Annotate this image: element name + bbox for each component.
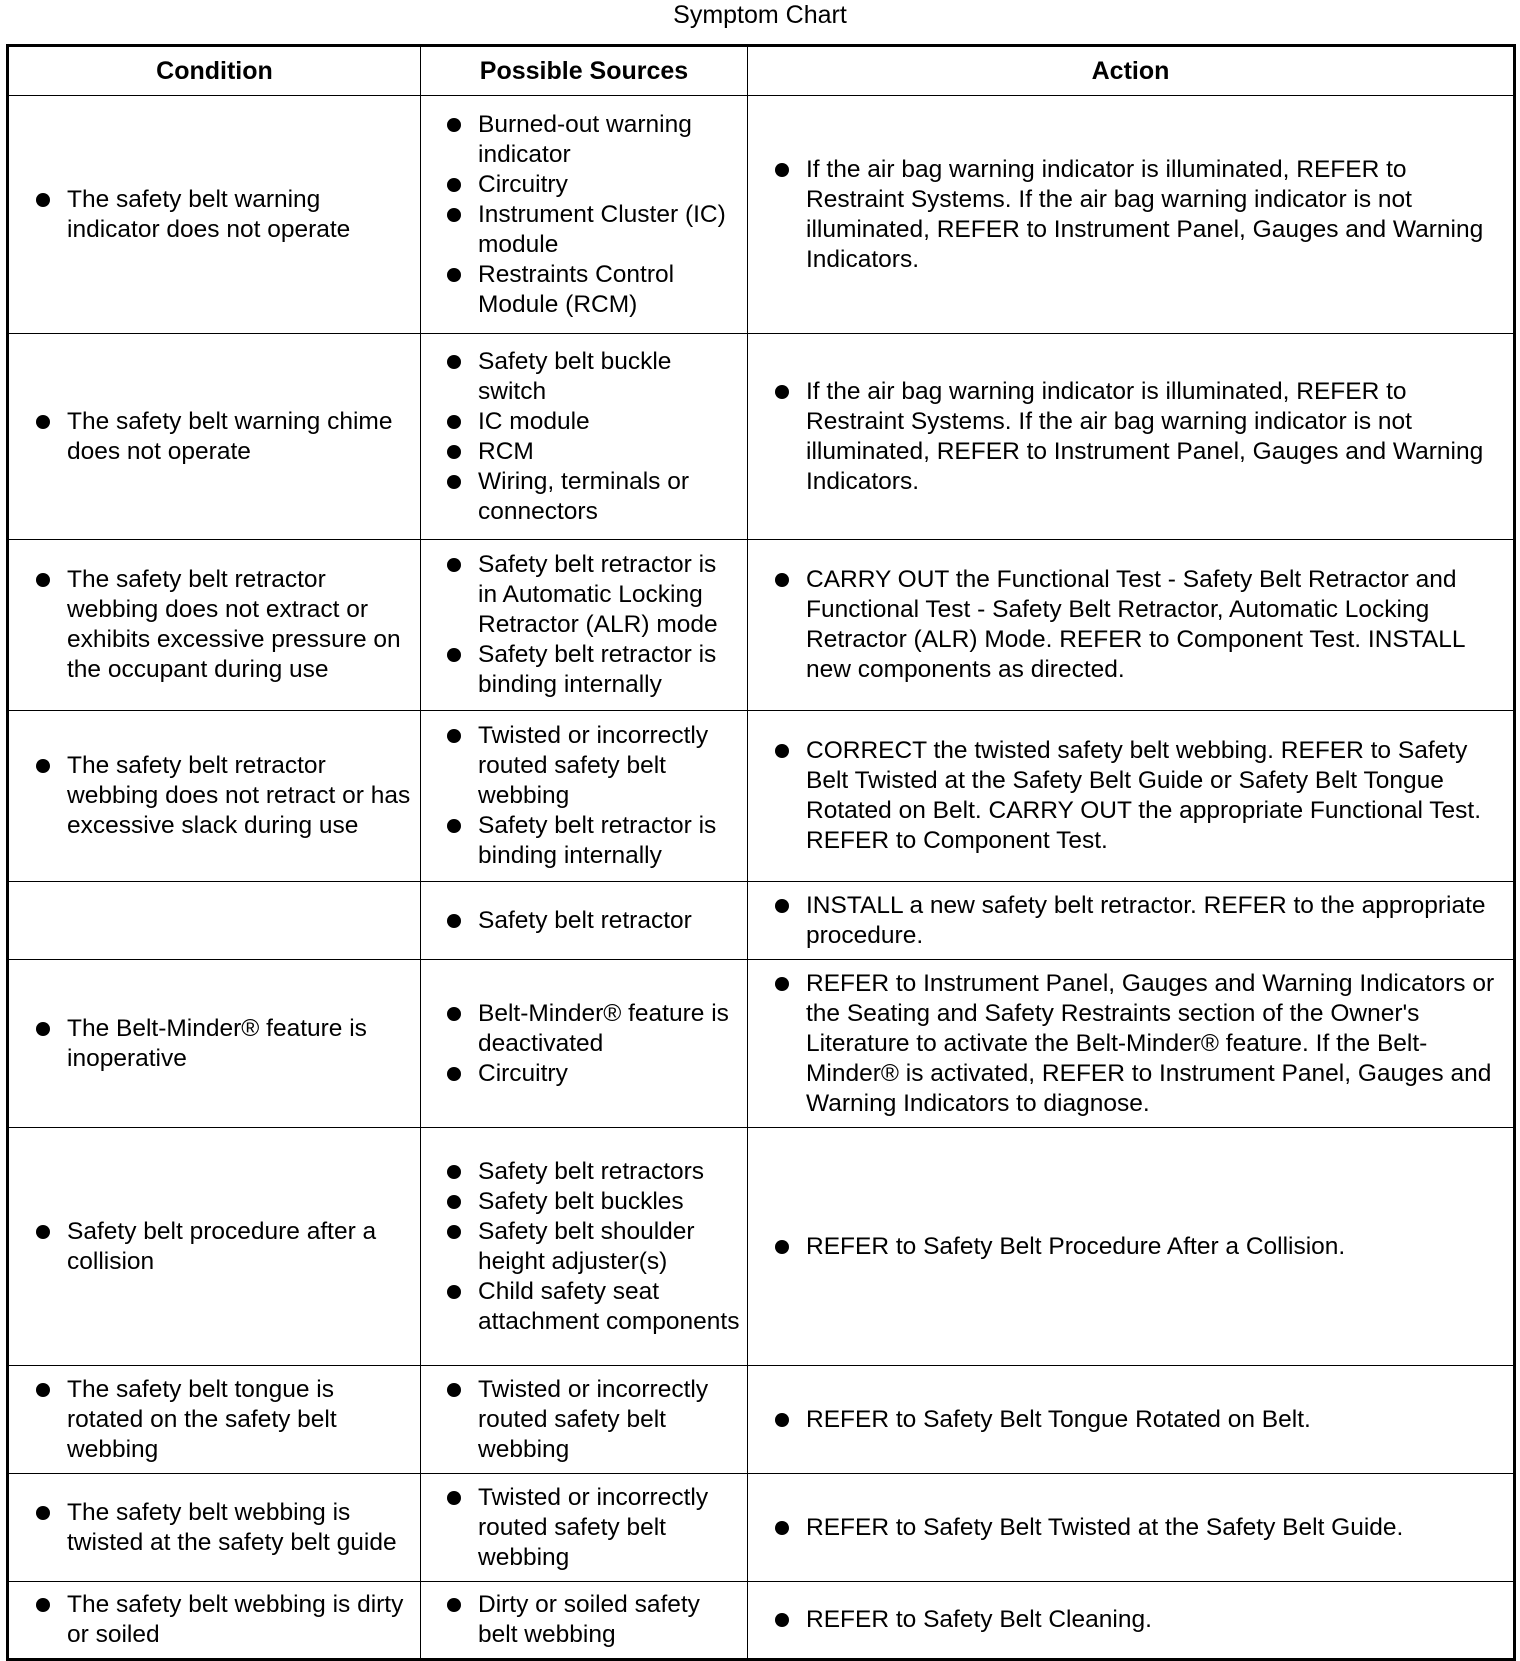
action-cell	[748, 1366, 1515, 1474]
source-item: Safety belt retractor	[478, 906, 741, 936]
source-item: Instrument Cluster (IC) module	[478, 200, 741, 260]
table-row	[8, 540, 1515, 711]
sources-cell	[421, 882, 748, 960]
condition-cell	[8, 960, 421, 1128]
source-item: Burned-out warning indicator	[478, 110, 741, 170]
sources-cell	[421, 540, 748, 711]
condition-cell	[8, 1582, 421, 1660]
action-cell	[748, 334, 1515, 540]
source-item: Twisted or incorrectly routed safety belt webbing	[478, 721, 741, 811]
source-item: Belt-Minder® feature is deactivated	[478, 999, 741, 1059]
column-header-sources: Possible Sources	[421, 46, 748, 96]
action-text: REFER to Safety Belt Tongue Rotated on Belt.	[806, 1405, 1503, 1435]
source-item: Safety belt buckles	[478, 1187, 741, 1217]
condition-text: The Belt-Minder® feature is inoperative	[67, 1014, 412, 1074]
table-row	[8, 1128, 1515, 1366]
table-header-row	[8, 46, 1515, 96]
source-item: Wiring, terminals or connectors	[478, 467, 741, 527]
condition-cell	[8, 711, 421, 882]
table-row	[8, 334, 1515, 540]
table-row	[8, 1582, 1515, 1660]
table-row	[8, 1366, 1515, 1474]
action-text: REFER to Safety Belt Procedure After a Collision.	[806, 1232, 1503, 1262]
action-text: CARRY OUT the Functional Test - Safety Belt Retractor and Functional Test - Safety Belt Retractor, Automatic Locking Retractor (ALR) Mode. REFER to Component Test. INSTALL new components as directed.	[806, 565, 1503, 685]
source-item: Safety belt buckle switch	[478, 347, 741, 407]
table-row	[8, 1474, 1515, 1582]
action-text: If the air bag warning indicator is illuminated, REFER to Restraint Systems. If the air bag warning indicator is not illuminated, REFER to Instrument Panel, Gauges and Warning Indicators.	[806, 155, 1503, 275]
sources-cell	[421, 1128, 748, 1366]
source-item: Child safety seat attachment components	[478, 1277, 740, 1335]
sources-cell	[421, 1474, 748, 1582]
source-item: Restraints Control Module (RCM)	[478, 260, 741, 320]
condition-text: The safety belt warning indicator does not operate	[67, 185, 412, 245]
column-header-condition: Condition	[8, 46, 421, 96]
table-row	[8, 960, 1515, 1128]
source-item: Twisted or incorrectly routed safety belt webbing	[478, 1375, 741, 1465]
action-text: INSTALL a new safety belt retractor. REFER to the appropriate procedure.	[806, 891, 1503, 951]
condition-cell	[8, 1128, 421, 1366]
condition-text: The safety belt warning chime does not operate	[67, 407, 412, 467]
action-cell	[748, 711, 1515, 882]
sources-cell	[421, 1582, 748, 1660]
action-cell	[748, 1582, 1515, 1660]
condition-cell	[8, 1366, 421, 1474]
action-cell	[748, 1128, 1515, 1366]
column-header-action: Action	[748, 46, 1515, 96]
condition-text: The safety belt webbing is twisted at the safety belt guide	[67, 1498, 412, 1558]
sources-cell	[421, 96, 748, 334]
condition-text: The safety belt webbing is dirty or soiled	[67, 1590, 412, 1650]
action-cell	[748, 540, 1515, 711]
source-item: Circuitry	[478, 1059, 741, 1089]
symptom-chart-table	[6, 44, 1516, 1661]
source-item: Safety belt retractor is binding internally	[478, 640, 741, 700]
action-text: CORRECT the twisted safety belt webbing. REFER to Safety Belt Twisted at the Safety Belt Guide or Safety Belt Tongue Rotated on Belt. CARRY OUT the appropriate Functional Test. REFER to Component Test.	[806, 736, 1503, 856]
condition-cell	[8, 334, 421, 540]
source-item: Safety belt retractor is binding internally	[478, 811, 741, 871]
condition-text: The safety belt tongue is rotated on the safety belt webbing	[67, 1375, 412, 1465]
table-row	[8, 96, 1515, 334]
action-text: If the air bag warning indicator is illuminated, REFER to Restraint Systems. If the air bag warning indicator is not illuminated, REFER to Instrument Panel, Gauges and Warning Indicators.	[806, 377, 1503, 497]
action-text: REFER to Safety Belt Twisted at the Safety Belt Guide.	[806, 1513, 1503, 1543]
source-item: RCM	[478, 437, 741, 467]
table-row	[8, 711, 1515, 882]
condition-cell	[8, 1474, 421, 1582]
action-cell	[748, 960, 1515, 1128]
condition-cell	[8, 96, 421, 334]
action-cell	[748, 1474, 1515, 1582]
sources-cell	[421, 1366, 748, 1474]
condition-cell	[8, 882, 421, 960]
action-cell	[748, 882, 1515, 960]
sources-cell	[421, 960, 748, 1128]
chart-title: Symptom Chart	[673, 1, 847, 29]
condition-text: The safety belt retractor webbing does not extract or exhibits excessive pressure on the occupant during use	[67, 565, 412, 685]
sources-cell	[421, 334, 748, 540]
table-row	[8, 882, 1515, 960]
action-cell	[748, 96, 1515, 334]
source-item: Circuitry	[478, 170, 741, 200]
source-item: Twisted or incorrectly routed safety belt webbing	[478, 1483, 741, 1573]
source-item: Safety belt shoulder height adjuster(s)	[478, 1217, 741, 1277]
sources-cell	[421, 711, 748, 882]
condition-text: The safety belt retractor webbing does not retract or has excessive slack during use	[67, 752, 411, 839]
source-item: Safety belt retractors	[478, 1157, 741, 1187]
source-item: Dirty or soiled safety belt webbing	[478, 1590, 741, 1650]
action-text: REFER to Instrument Panel, Gauges and Warning Indicators or the Seating and Safety Restraints section of the Owner's Literature to activate the Belt-Minder® feature. If the Belt-Minder® is activated, REFER to Instrument Panel, Gauges and Warning Indicators to diagnose.	[806, 969, 1503, 1119]
source-item: Safety belt retractor is in Automatic Locking Retractor (ALR) mode	[478, 550, 741, 640]
source-item: IC module	[478, 407, 741, 437]
condition-cell	[8, 540, 421, 711]
condition-text: Safety belt procedure after a collision	[67, 1217, 412, 1277]
action-text: REFER to Safety Belt Cleaning.	[806, 1605, 1503, 1635]
